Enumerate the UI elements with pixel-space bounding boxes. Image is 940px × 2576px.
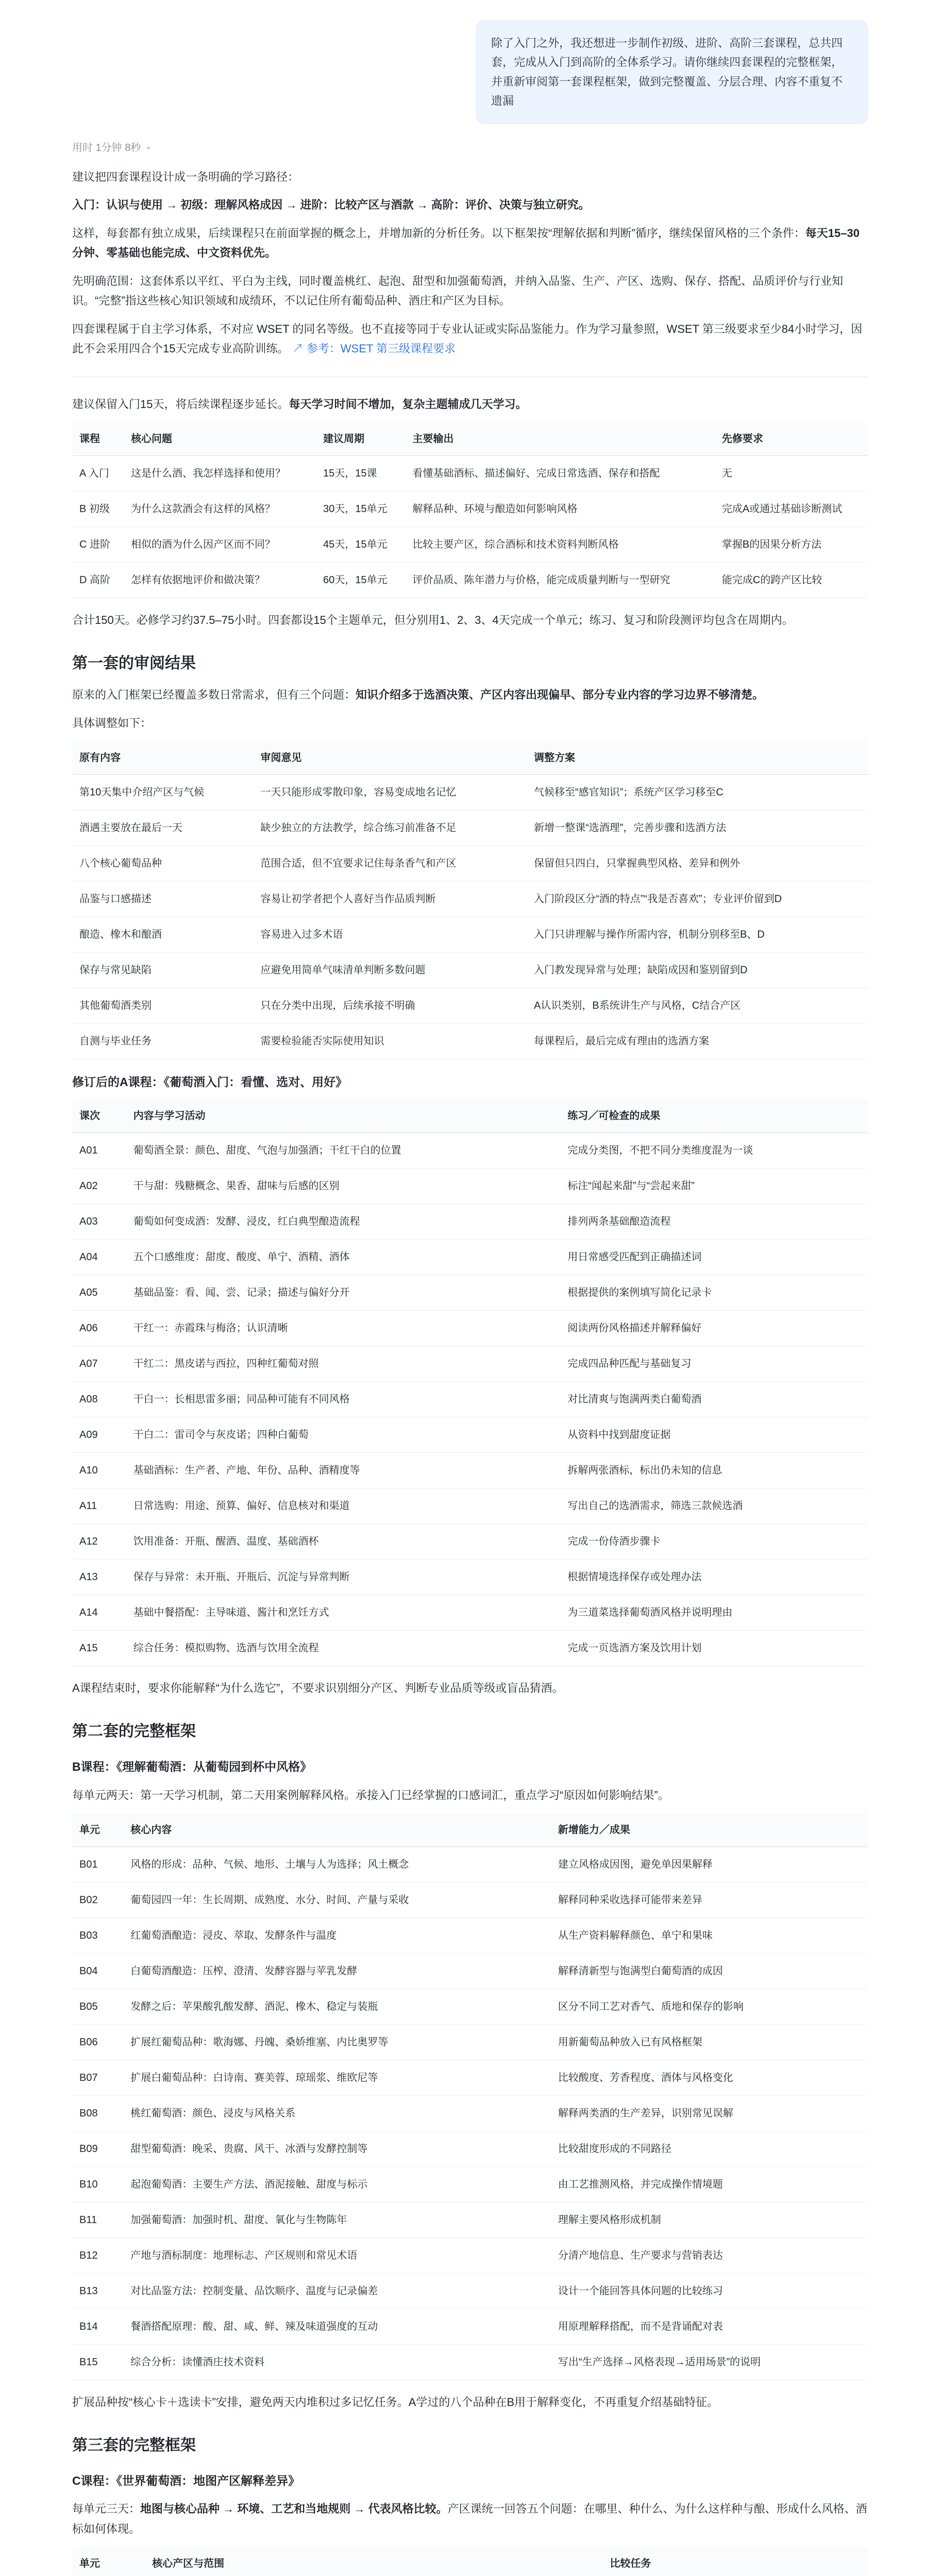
table-row [72,2167,868,2202]
course-overview-body [72,456,868,598]
table-cell: B13 [72,2274,123,2309]
course-c-table [72,2547,868,2576]
table-cell: 从资料中找到甜度证据 [560,1417,868,1453]
table-cell: 45天，15单元 [316,527,405,563]
table-cell: 完成一页选酒方案及饮用计划 [560,1631,868,1666]
intro-p4-text: 四套课程属于自主学习体系，不对应 WSET 的同名等级。也不直接等同于专业认证或实际品鉴能力。作为学习量参照，WSET 第三级要求至少84小时学习，因此不会采用四合个15天完成专业高阶训练。 [72,322,863,355]
table-header: 原有内容 [72,741,253,775]
table-cell: B06 [72,2025,123,2060]
table-cell: B14 [72,2309,123,2345]
table-cell: A04 [72,1240,126,1275]
table-cell: B08 [72,2096,123,2131]
table-cell: 拆解两张酒标，标出仍未知的信息 [560,1453,868,1488]
table-row [72,2309,868,2345]
table-row [72,1595,868,1631]
table-cell: 综合任务：模拟购物、选酒与饮用全流程 [126,1631,561,1666]
table-cell: 阅读两份风格描述并解释偏好 [560,1311,868,1346]
table-header: 单元 [72,1814,123,1847]
link-icon: ↗ [292,342,304,355]
intro-p4 [72,319,868,359]
user-message-text: 除了入门之外，我还想进一步制作初级、进阶、高阶三套课程，总共四套，完成从入门到高阶的全体系学习。请你继续四套课程的完整框架，并重新审阅第一套课程框架，做到完整覆盖、分层合理、内容不重复不遗漏 [491,37,843,108]
chevron-down-icon: ⌄ [145,142,152,151]
table-cell: A07 [72,1346,126,1382]
thinking-label: 用时 1分钟 8秒 [72,142,141,154]
table-cell: 容易进入过多术语 [253,917,527,953]
table-cell: 干红二：黑皮诺与西拉，四种红葡萄对照 [126,1346,561,1382]
table-cell: 五个口感维度：甜度、酸度、单宁、酒精、酒体 [126,1240,561,1275]
table-row [72,1631,868,1666]
table-row [72,1417,868,1453]
table-row [72,988,868,1024]
user-message-bubble [476,21,868,124]
table-cell: 理解主要风格形成机制 [551,2202,868,2238]
table-cell: 保留但只四白，只掌握典型风格、差异和例外 [527,846,868,882]
table-cell: A15 [72,1631,126,1666]
review-table-body [72,775,868,1059]
thinking-toggle[interactable] [72,139,152,154]
table-header: 比较任务 [602,2547,868,2576]
table-cell: 需要检验能否实际使用知识 [253,1024,527,1059]
table-cell: 写出自己的选酒需求，筛选三款候选酒 [560,1488,868,1524]
table-cell: B07 [72,2060,123,2096]
table-row [72,2238,868,2274]
table-cell: 其他葡萄酒类别 [72,988,253,1024]
table-row [72,1204,868,1240]
table-cell: 为三道菜选择葡萄酒风格并说明理由 [560,1595,868,1631]
table-header: 练习／可检查的成果 [560,1099,868,1133]
table-cell: 干与甜：残糖概念、果香、甜味与后感的区别 [126,1168,561,1204]
table-cell: 扩展红葡萄品种：歌海娜、丹魄、桑娇维塞、内比奥罗等 [123,2025,550,2060]
table-cell: 为什么这款酒会有这样的风格？ [124,492,316,527]
table-cell: A09 [72,1417,126,1453]
table-cell: 完成四品种匹配与基础复习 [560,1346,868,1382]
table-cell: A12 [72,1524,126,1560]
table-header: 审阅意见 [253,741,527,775]
table-cell: B11 [72,2202,123,2238]
table-cell: B12 [72,2238,123,2274]
table-row [72,1240,868,1275]
course-a-note: A课程结束时，要求你能解释“为什么选它”，不要求识别细分产区、判断专业品质等级或盲品猜酒。 [72,1682,564,1695]
table-cell: 风格的形成：品种、气候、地形、土壤与人为选择；风土概念 [123,1847,550,1883]
course-c-intro-bold: 地图与核心品种 → 环境、工艺和当地规则 → 代表风格比较。 [140,2502,448,2516]
table-cell: 完成分类图，不把不同分类维度混为一谈 [560,1133,868,1168]
table-cell: B15 [72,2345,123,2380]
reference-link[interactable] [292,342,456,355]
table-cell: A06 [72,1311,126,1346]
table-cell: 干白二：雷司令与灰皮诺；四种白葡萄 [126,1417,561,1453]
table-cell: 解释清新型与饱满型白葡萄酒的成因 [551,1954,868,1989]
table-cell: 气候移至“感官知识”；系统产区学习移至C [527,775,868,810]
table-header-row [72,1814,868,1847]
table-cell: B05 [72,1989,123,2025]
table-cell: 评价品质、陈年潜力与价格，能完成质量判断与一型研究 [405,563,714,598]
table-cell: 无 [715,456,868,492]
table-header: 核心产区与范围 [145,2547,602,2576]
table-row [72,1453,868,1488]
table-cell: 一天只能形成零散印象，容易变成地名记忆 [253,775,527,810]
table-header: 课程 [72,422,124,456]
table-row [72,846,868,882]
table-row [72,1133,868,1168]
table-cell: 对比清爽与饱满两类白葡萄酒 [560,1382,868,1417]
table-cell: 由工艺推测风格，并完成操作情境题 [551,2167,868,2202]
table-cell: 缺少独立的方法教学，综合练习前准备不足 [253,810,527,846]
table-row [72,2345,868,2380]
table-row [72,2274,868,2309]
table-header: 建议周期 [316,422,405,456]
section-title-3: 第三套的完整框架 [72,2436,196,2454]
table-row [72,456,868,492]
table-cell: 酒遇主要放在最后一天 [72,810,253,846]
table-cell: 从生产资料解释颜色、单宁和果味 [551,1918,868,1954]
table-cell: A08 [72,1382,126,1417]
table-header: 课次 [72,1099,126,1133]
table-cell: 发酵之后：苹果酸乳酸发酵、酒泥、橡木、稳定与装瓶 [123,1989,550,2025]
table-cell: 掌握B的因果分析方法 [715,527,868,563]
table-cell: 范围合适，但不宜要求记住每条香气和产区 [253,846,527,882]
table-cell: 日常选购：用途、预算、偏好、信息核对和渠道 [126,1488,561,1524]
table-cell: 用新葡萄品种放入已有风格框架 [551,2025,868,2060]
table-cell: C 进阶 [72,527,124,563]
table-row [72,1311,868,1346]
table-cell: 白葡萄酒酿造：压榨、澄清、发酵容器与苹乳发酵 [123,1954,550,1989]
table-row [72,2096,868,2131]
table-cell: 比较甜度形成的不同路径 [551,2131,868,2167]
table-cell: 新增一整课“选酒理”，完善步骤和选酒方法 [527,810,868,846]
table-cell: A03 [72,1204,126,1240]
table-cell: 写出“生产选择→风格表现→适用场景”的说明 [551,2345,868,2380]
table-cell: A13 [72,1560,126,1595]
table-cell: 只在分类中出现，后续承接不明确 [253,988,527,1024]
course-c-intro [72,2499,868,2539]
table-header: 单元 [72,2547,145,2576]
table-cell: A14 [72,1595,126,1631]
table-header: 主要输出 [405,422,714,456]
intro-p3: 先明确范围：这套体系以平红、平白为主线，同时覆盖桃红、起泡、甜型和加强葡萄酒，并纳入品鉴、生产、产区、选购、保存、搭配、品质评价与行业知识。“完整”指这些核心知识领域和成绩环，不以记住所有葡萄品种、酒庄和产区为目标。 [72,274,844,308]
table-row [72,1524,868,1560]
table-cell: A05 [72,1275,126,1311]
table-cell: 第10天集中介绍产区与气候 [72,775,253,810]
table-row [72,1560,868,1595]
table-cell: 分清产地信息、生产要求与营销表达 [551,2238,868,2274]
table-row [72,1024,868,1059]
table-cell: 排列两条基础酿造流程 [560,1204,868,1240]
table-cell: 看懂基础酒标、描述偏好、完成日常选酒、保存和搭配 [405,456,714,492]
table-header: 新增能力／成果 [551,1814,868,1847]
table-cell: 怎样有依据地评价和做决策？ [124,563,316,598]
table-cell: 入门教发现异常与处理；缺陷成因和鉴别留到D [527,953,868,988]
table-header-row [72,1099,868,1133]
table-cell: 干白一：长相思雷多丽；同品种可能有不同风格 [126,1382,561,1417]
table-cell: 解释品种、环境与酿造如何影响风格 [405,492,714,527]
table-cell: 应避免用简单气味清单判断多数问题 [253,953,527,988]
intro-p1: 建议把四套课程设计成一条明确的学习路径： [72,170,299,183]
table-cell: A10 [72,1453,126,1488]
table-header: 内容与学习活动 [126,1099,561,1133]
table-row [72,2202,868,2238]
table-row [72,2025,868,2060]
table-cell: 入门只讲理解与操作所需内容，机制分别移至B、D [527,917,868,953]
table-row [72,917,868,953]
table-cell: 30天，15单元 [316,492,405,527]
table-row [72,2060,868,2096]
table-header: 核心问题 [124,422,316,456]
table-header: 调整方案 [527,741,868,775]
table-row [72,1275,868,1311]
course-c-intro-text: 每单元三天： [72,2502,141,2516]
table-header: 先修要求 [715,422,868,456]
course-b-intro: 每单元两天：第一天学习机制，第二天用案例解释风格。承接入门已经掌握的口感词汇，重点学习“原因如何影响结果”。 [72,1788,669,1802]
s1-intro [72,685,868,705]
pace-summary: 合计150天。必修学习约37.5–75小时。四套都设15个主题单元，但分别用1、2、3、4天完成一个单元；练习、复习和阶段测评均包含在周期内。 [72,614,794,627]
table-row [72,1989,868,2025]
table-row [72,563,868,598]
table-header-row [72,741,868,775]
table-cell: A01 [72,1133,126,1168]
table-cell: A 入门 [72,456,124,492]
table-cell: 标注“闻起来甜”与“尝起来甜” [560,1168,868,1204]
table-cell: A02 [72,1168,126,1204]
table-cell: 用原理解释搭配，而不是背诵配对表 [551,2309,868,2345]
table-cell: 红葡萄酒酿造：浸皮、萃取、发酵条件与温度 [123,1918,550,1954]
table-cell: 每课程后，最后完成有理由的选酒方案 [527,1024,868,1059]
s1-intro-text: 原来的入门框架已经覆盖多数日常需求，但有三个问题： [72,688,356,702]
table-cell: 解释同种采收选择可能带来差异 [551,1883,868,1918]
course-b-title: B课程：《理解葡萄酒：从葡萄园到杯中风格》 [72,1760,312,1774]
course-c-intro-rest: 产区课统一回答五个问题：在哪里、种什么、为什么这样种与酿、形成什么风格、酒标如何体现。 [72,2502,867,2535]
table-cell: D 高阶 [72,563,124,598]
table-cell: 饮用准备：开瓶、醒酒、温度、基础酒杯 [126,1524,561,1560]
table-cell: 保存与异常：未开瓶、开瓶后、沉淀与异常判断 [126,1560,561,1595]
table-row [72,1488,868,1524]
table-cell: 起泡葡萄酒：主要生产方法、酒泥接触、甜度与标示 [123,2167,550,2202]
table-row [72,882,868,917]
table-cell: 综合分析：读懂酒庄技术资料 [123,2345,550,2380]
table-cell: 品鉴与口感描述 [72,882,253,917]
table-row [72,2131,868,2167]
table-cell: 基础品鉴：看、闻、尝、记录；描述与偏好分开 [126,1275,561,1311]
intro-p2-bold: 每天15–30分钟、零基础也能完成、中文资料优先。 [72,226,860,260]
table-cell: 扩展白葡萄品种：白诗南、赛美蓉、琼瑶浆、维欧尼等 [123,2060,550,2096]
table-cell: 比较主要产区，综合酒标和技术资料判断风格 [405,527,714,563]
table-cell: 比较酸度、芳香程度、酒体与风格变化 [551,2060,868,2096]
table-cell: 葡萄酒全景：颜色、甜度、气泡与加强酒；干红干白的位置 [126,1133,561,1168]
table-cell: 干红一：赤霞珠与梅洛；认识清晰 [126,1311,561,1346]
table-cell: 自测与毕业任务 [72,1024,253,1059]
table-cell: 相似的酒为什么因产区而不同？ [124,527,316,563]
table-cell: 入门阶段区分“酒的特点”“我是否喜欢”；专业评价留到D [527,882,868,917]
table-header: 核心内容 [123,1814,550,1847]
table-cell: 完成一份侍酒步骤卡 [560,1524,868,1560]
table-cell: B 初级 [72,492,124,527]
table-header-row [72,2547,868,2576]
section-title-2: 第二套的完整框架 [72,1722,196,1740]
table-cell: 根据提供的案例填写简化记录卡 [560,1275,868,1311]
table-cell: 容易让初学者把个人喜好当作品质判断 [253,882,527,917]
table-row [72,1954,868,1989]
table-cell: 基础中餐搭配：主导味道、酱汁和烹饪方式 [126,1595,561,1631]
table-row [72,1847,868,1883]
review-table [72,741,868,1059]
table-cell: 区分不同工艺对香气、质地和保存的影响 [551,1989,868,2025]
table-cell: 加强葡萄酒：加强时机、甜度、氧化与生物陈年 [123,2202,550,2238]
table-row [72,1346,868,1382]
table-cell: 桃红葡萄酒：颜色、浸皮与风格关系 [123,2096,550,2131]
table-cell: 60天，15单元 [316,563,405,598]
table-cell: 餐酒搭配原理：酸、甜、咸、鲜、辣及味道强度的互动 [123,2309,550,2345]
course-b-note: 扩展品种按“核心卡＋选读卡”安排，避免两天内堆积过多记忆任务。A学过的八个品种在B用于解释变化，不再重复介绍基础特征。 [72,2396,719,2409]
learning-path: 入门：认识与使用 → 初级：理解风格成因 → 进阶：比较产区与酒款 → 高阶：评价、决策与独立研究。 [72,198,590,212]
table-cell: B01 [72,1847,123,1883]
table-row [72,810,868,846]
table-row [72,1168,868,1204]
table-cell: B09 [72,2131,123,2167]
table-cell: 设计一个能回答具体问题的比较练习 [551,2274,868,2309]
section-title-1: 第一套的审阅结果 [72,654,196,672]
table-cell: B03 [72,1918,123,1954]
table-row [72,1883,868,1918]
table-cell: B04 [72,1954,123,1989]
table-cell: 解释两类酒的生产差异，识别常见误解 [551,2096,868,2131]
table-cell: 这是什么酒、我怎样选择和使用？ [124,456,316,492]
course-a-body [72,1133,868,1666]
table-cell: 建立风格成因图，避免单因果解释 [551,1847,868,1883]
table-cell: 八个核心葡萄品种 [72,846,253,882]
table-row [72,492,868,527]
table-cell: A认识类别，B系统讲生产与风格，C结合产区 [527,988,868,1024]
revised-course-title: 修订后的A课程：《葡萄酒入门：看懂、选对、用好》 [72,1075,348,1089]
table-header-row [72,422,868,456]
s1-intro-bold: 知识介绍多于选酒决策、产区内容出现偏早、部分专业内容的学习边界不够清楚。 [356,688,764,702]
table-cell: 产地与酒标制度：地理标志、产区规则和常见术语 [123,2238,550,2274]
table-cell: 能完成C的跨产区比较 [715,563,868,598]
table-row [72,527,868,563]
table-cell: 甜型葡萄酒：晚采、贵腐、风干、冰酒与发酵控制等 [123,2131,550,2167]
reference-link-text: 参考：WSET 第三级课程要求 [306,342,456,355]
course-overview-table [72,422,868,598]
pace-intro-bold: 每天学习时间不增加，复杂主题辅成几天学习。 [289,397,527,411]
table-row [72,953,868,988]
table-cell: 对比品鉴方法：控制变量、品饮顺序、温度与记录偏差 [123,2274,550,2309]
table-cell: 葡萄如何变成酒：发酵、浸皮，红白典型酿造流程 [126,1204,561,1240]
course-c-title: C课程：《世界葡萄酒：地图产区解释差异》 [72,2474,300,2488]
table-cell: 根据情境选择保存或处理办法 [560,1560,868,1595]
course-b-table [72,1814,868,2380]
pace-intro [72,395,868,415]
table-cell: 葡萄园四一年：生长周期、成熟度、水分、时间、产量与采收 [123,1883,550,1918]
table-cell: 酿造、橡木和酿酒 [72,917,253,953]
table-cell: 15天，15课 [316,456,405,492]
assistant-response [72,167,868,2576]
table-cell: B10 [72,2167,123,2202]
table-row [72,1382,868,1417]
course-a-table [72,1099,868,1666]
intro-p2-text: 这样，每套都有独立成果，后续课程只在前面掌握的概念上，并增加新的分析任务。以下框架按“理解依据和判断”循序，继续保留风格的三个条件： [72,226,805,240]
table-cell: A11 [72,1488,126,1524]
table-cell: B02 [72,1883,123,1918]
table-cell: 基础酒标：生产者、产地、年份、品种、酒精度等 [126,1453,561,1488]
table-row [72,775,868,810]
intro-p2 [72,224,868,263]
table-cell: 用日常感受匹配到正确描述词 [560,1240,868,1275]
course-b-body [72,1847,868,2380]
table-cell: 保存与常见缺陷 [72,953,253,988]
table-cell: 完成A或通过基础诊断测试 [715,492,868,527]
pace-intro-text: 建议保留入门15天，将后续课程逐步延长。 [72,397,289,411]
s1-list-label: 具体调整如下： [72,716,152,730]
table-row [72,1918,868,1954]
